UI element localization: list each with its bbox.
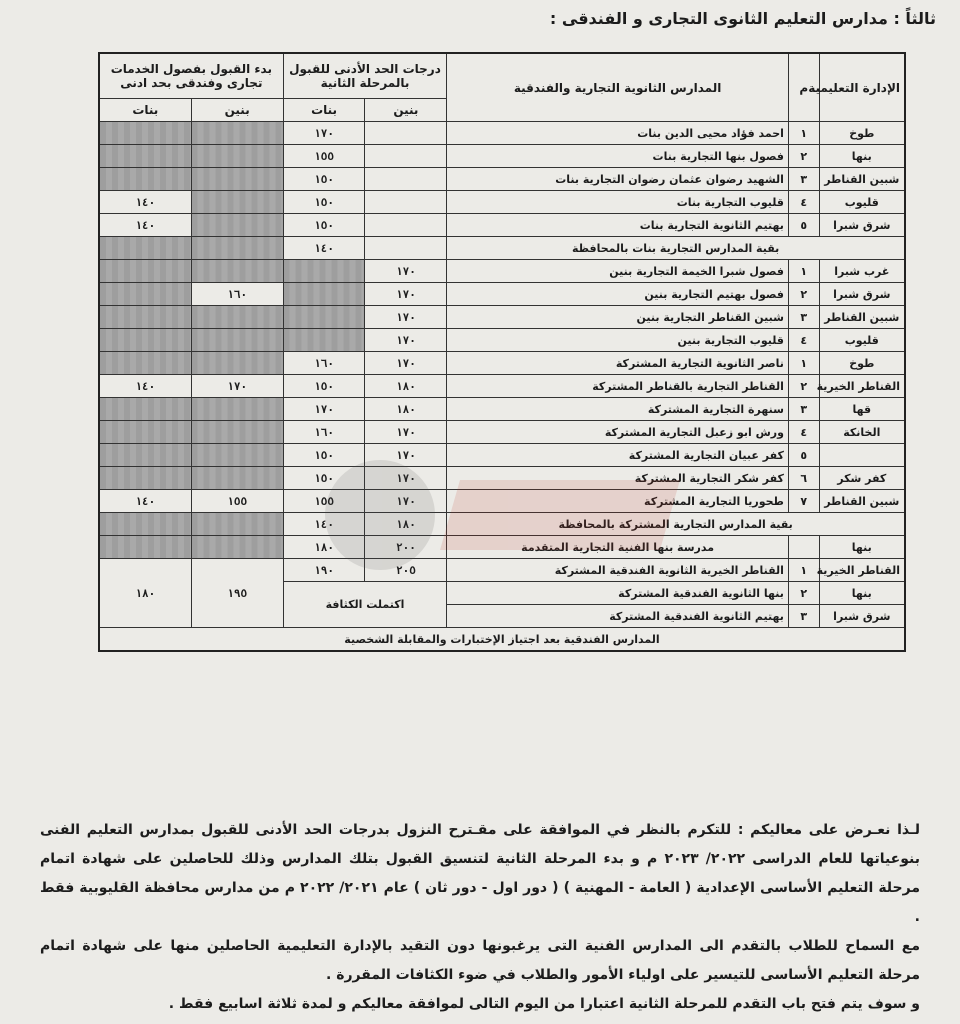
school-cell: بهتيم الثانوية التجارية بنات [447,214,789,237]
services-boys-cell: ١٦٠ [191,283,283,306]
min-boys-cell: ١٨٠ [365,398,447,421]
school-cell: كفر شكر التجارية المشتركة [447,467,789,490]
footer-row [99,628,905,652]
header-school: المدارس الثانوية التجارية والفندقية [447,53,789,122]
min-girls-cell: ١٥٠ [283,467,365,490]
min-boys-cell: ١٨٠ [365,375,447,398]
min-boys-cell: ١٧٠ [365,490,447,513]
services-girls-cell [99,536,191,559]
table-row [99,283,905,306]
num-cell: ٢ [788,375,819,398]
min-girls-cell: ١٦٠ [283,352,365,375]
header-girls: بنات [99,99,191,122]
services-boys-cell [191,398,283,421]
school-cell: فصول بنها التجارية بنات [447,145,789,168]
footer-note: المدارس الفندقية بعد اجتياز الإختبارات والمقابلة الشخصية [99,628,905,652]
admin-cell: الخانكة [819,421,905,444]
header-num: م [788,53,819,122]
services-girls-cell [99,283,191,306]
school-cell: ورش ابو زعبل التجارية المشتركة [447,421,789,444]
num-cell: ١ [788,559,819,582]
min-girls-cell: ١٧٠ [283,122,365,145]
num-cell: ١ [788,352,819,375]
min-girls-cell: ١٩٠ [283,559,365,582]
services-girls-cell: ١٨٠ [99,559,191,628]
section-label: بقية المدارس التجارية بنات بالمحافظة [447,237,905,260]
admin-cell: شرق شبرا [819,283,905,306]
table-row [99,306,905,329]
services-girls-cell [99,398,191,421]
min-girls-cell [283,329,365,352]
min-boys-cell: ١٧٠ [365,444,447,467]
services-girls-cell [99,306,191,329]
school-cell: القناطر الخيرية الثانوية الفندقية المشتركة [447,559,789,582]
min-girls-cell: ١٤٠ [283,513,365,536]
num-cell: ٣ [788,168,819,191]
min-girls-cell [283,306,365,329]
section-label: بقية المدارس التجارية المشتركة بالمحافظة [447,513,905,536]
services-girls-cell [99,122,191,145]
admin-cell: كفر شكر [819,467,905,490]
services-boys-cell [191,260,283,283]
school-cell: فصول بهتيم التجارية بنين [447,283,789,306]
num-cell: ٦ [788,467,819,490]
min-boys-cell: ٢٠٥ [365,559,447,582]
admin-cell: بنها [819,145,905,168]
min-boys-cell [365,145,447,168]
admin-cell: القناطر الخيرية [819,375,905,398]
services-girls-cell: ١٤٠ [99,375,191,398]
min-girls-cell: ١٨٠ [283,536,365,559]
school-cell: فصول شبرا الخيمة التجارية بنين [447,260,789,283]
num-cell: ٢ [788,582,819,605]
table-row [99,122,905,145]
admin-cell [819,444,905,467]
num-cell [788,536,819,559]
num-cell: ٥ [788,444,819,467]
paragraph-permission: مع السماح للطلاب بالتقدم الى المدارس الفنية التى يرغبونها دون التقيد بالإدارة التعليمية الحاصلين منها على شهادة اتمام مرحلة التعليم الأساسى للتيسير على اولياء الأمور والطلاب في ضوء الكثافات المقررة . [40,938,920,983]
header-min-grades: درجات الحد الأدنى للقبول بالمرحلة الثانية [283,53,447,99]
table-row [99,536,905,559]
table-row [99,398,905,421]
table-row [99,145,905,168]
header-services: بدء القبول بفصول الخدمات تجارى وفندقى بحد ادنى [99,53,283,99]
admin-cell: شبين القناطر [819,490,905,513]
num-cell: ٥ [788,214,819,237]
services-boys-cell [191,421,283,444]
section-row [99,513,905,536]
min-girls-cell [283,283,365,306]
table-row [99,214,905,237]
table-row [99,260,905,283]
min-boys-cell: ١٧٠ [365,352,447,375]
min-boys-cell: ١٨٠ [365,513,447,536]
services-boys-cell [191,467,283,490]
school-cell: كفر عبيان التجارية المشتركة [447,444,789,467]
min-girls-cell [283,260,365,283]
services-boys-cell [191,329,283,352]
min-girls-cell: ١٥٠ [283,444,365,467]
admin-cell: طوخ [819,352,905,375]
min-boys-cell [365,122,447,145]
min-boys-cell: ١٧٠ [365,283,447,306]
services-boys-cell [191,536,283,559]
table-row [99,191,905,214]
admin-cell: شبين القناطر [819,168,905,191]
num-cell: ٧ [788,490,819,513]
services-girls-cell [99,444,191,467]
services-girls-cell: ١٤٠ [99,191,191,214]
min-boys-cell [365,214,447,237]
admin-cell: طوخ [819,122,905,145]
header-girls: بنات [283,99,365,122]
school-cell: قليوب التجارية بنين [447,329,789,352]
school-cell: بهتيم الثانوية الفندقية المشتركة [447,605,789,628]
services-girls-cell [99,145,191,168]
services-girls-cell [99,329,191,352]
admin-cell: القناطر الخيرية [819,559,905,582]
header-boys: بنين [191,99,283,122]
services-girls-cell [99,237,191,260]
num-cell: ٤ [788,329,819,352]
num-cell: ٢ [788,283,819,306]
min-boys-cell: ١٧٠ [365,306,447,329]
min-boys-cell: ١٧٠ [365,329,447,352]
admin-cell: قليوب [819,329,905,352]
header-admin: الإدارة التعليمية [819,53,905,122]
table-row [99,490,905,513]
min-girls-cell: ١٥٠ [283,191,365,214]
num-cell: ٣ [788,398,819,421]
services-girls-cell: ١٤٠ [99,214,191,237]
school-cell: طحوريا التجارية المشتركة [447,490,789,513]
table-row [99,168,905,191]
school-cell: مدرسة بنها الفنية التجارية المتقدمة [447,536,789,559]
admission-table [98,52,906,652]
num-cell: ٤ [788,191,819,214]
school-cell: بنها الثانوية الفندقية المشتركة [447,582,789,605]
min-girls-cell: ١٥٠ [283,375,365,398]
school-cell: احمد فؤاد محيى الدين بنات [447,122,789,145]
header-boys: بنين [365,99,447,122]
min-girls-cell: ١٥٥ [283,490,365,513]
school-cell: قليوب التجارية بنات [447,191,789,214]
admin-cell: شرق شبرا [819,214,905,237]
admin-cell: شرق شبرا [819,605,905,628]
services-boys-cell: ١٥٥ [191,490,283,513]
min-boys-cell: ١٧٠ [365,467,447,490]
paragraph-request: لـذا نعـرض على معاليكم : للتكرم بالنظر في الموافقة على مقـترح النزول بدرجات الحد الأدنى للقبول بمدارس التعليم الفنى بنوعياتها للعام الدراسى ٢٠٢٢/ ٢٠٢٣ م و بدء المرحلة الثانية لتنسيق القبول بتلك المدارس وذلك للحاصلين على شهادة اتمام مرحلة التعليم الأساسى الإعدادية ( العامة - المهنية ) ( دور اول - دور ثان ) عام ٢٠٢١/ ٢٠٢٢ م من مدارس محافظة القليوبية فقط . [40,822,920,925]
table-row [99,329,905,352]
min-girls-cell: ١٥٥ [283,145,365,168]
services-boys-cell: ١٧٠ [191,375,283,398]
paragraph-deadline: و سوف يتم فتح باب التقدم للمرحلة الثانية اعتبارا من اليوم التالى لموافقة معاليكم و لمدة ثلاثة اسابيع فقط . [168,996,920,1012]
table-row [99,467,905,490]
services-girls-cell [99,260,191,283]
min-girls-cell: ١٥٠ [283,214,365,237]
admin-cell: قليوب [819,191,905,214]
min-boys-cell: ١٧٠ [365,260,447,283]
min-girls-cell: ١٤٠ [283,237,365,260]
section-heading [336,8,936,30]
admin-cell: بنها [819,582,905,605]
table-row [99,421,905,444]
num-cell: ١ [788,122,819,145]
table-row [99,444,905,467]
num-cell: ١ [788,260,819,283]
num-cell: ٣ [788,306,819,329]
services-boys-cell: ١٩٥ [191,559,283,628]
admin-cell: بنها [819,536,905,559]
services-boys-cell [191,352,283,375]
min-girls-cell: ١٥٠ [283,168,365,191]
body-text [40,816,920,1019]
services-girls-cell [99,168,191,191]
num-cell: ٢ [788,145,819,168]
min-boys-cell: ٢٠٠ [365,536,447,559]
admin-cell: غرب شبرا [819,260,905,283]
table-body [99,122,905,652]
table-row [99,559,905,582]
heading-line: ثالثاً : مدارس التعليم الثانوى التجارى و الفندقى : [549,9,936,28]
services-boys-cell [191,513,283,536]
services-boys-cell [191,168,283,191]
admin-cell: قها [819,398,905,421]
admin-cell: شبين القناطر [819,306,905,329]
school-cell: سنهرة التجارية المشتركة [447,398,789,421]
min-boys-cell: ١٧٠ [365,421,447,444]
num-cell: ٤ [788,421,819,444]
num-cell: ٣ [788,605,819,628]
services-boys-cell [191,214,283,237]
min-girls-cell: ١٦٠ [283,421,365,444]
services-boys-cell [191,122,283,145]
services-girls-cell [99,421,191,444]
services-boys-cell [191,145,283,168]
services-boys-cell [191,444,283,467]
services-girls-cell [99,467,191,490]
min-girls-cell: ١٧٠ [283,398,365,421]
min-boys-cell [365,168,447,191]
section-row [99,237,905,260]
table-row [99,375,905,398]
school-cell: الشهيد رضوان عثمان رضوان التجارية بنات [447,168,789,191]
services-girls-cell: ١٤٠ [99,490,191,513]
min-boys-cell [365,191,447,214]
services-girls-cell [99,352,191,375]
services-boys-cell [191,237,283,260]
school-cell: ناصر الثانوية التجارية المشتركة [447,352,789,375]
services-boys-cell [191,306,283,329]
capacity-full-cell: اكتملت الكثافة [283,582,447,628]
school-cell: شبين القناطر التجارية بنين [447,306,789,329]
table-row [99,352,905,375]
school-cell: القناطر التجارية بالقناطر المشتركة [447,375,789,398]
min-boys-cell [365,237,447,260]
services-girls-cell [99,513,191,536]
services-boys-cell [191,191,283,214]
